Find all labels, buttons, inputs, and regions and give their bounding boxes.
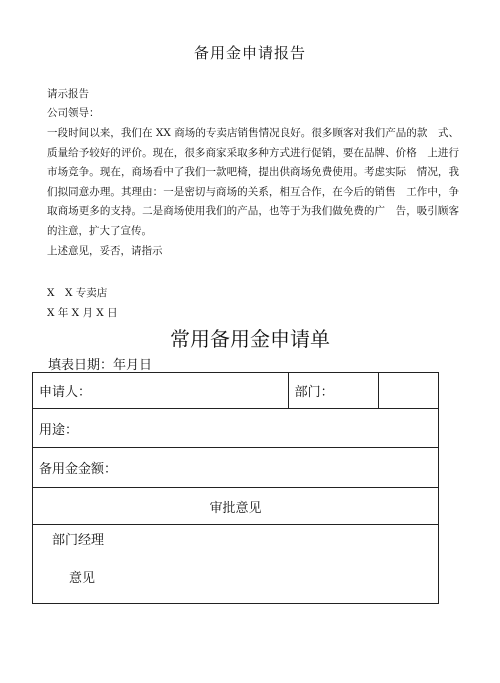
form-row-applicant — [33, 373, 439, 409]
form-row-purpose — [33, 409, 439, 448]
report-date: X 年 X 月 X 日 — [47, 307, 118, 319]
purpose-cell[interactable] — [33, 409, 439, 448]
application-form-table — [32, 372, 439, 604]
form-row-manager-opinion — [33, 525, 439, 604]
amount-cell[interactable] — [33, 448, 439, 488]
report-salutation: 公司领导： — [47, 107, 100, 119]
report-title: 备用金申请报告 — [193, 44, 306, 62]
department-label-cell — [288, 373, 379, 409]
department-label: 部门： — [294, 385, 334, 400]
report-signature: X X 专卖店 — [47, 287, 108, 299]
form-row-approval-header — [33, 488, 439, 525]
applicant-cell[interactable] — [33, 373, 289, 409]
report-closing: 上述意见，妥否，请指示 — [47, 245, 163, 257]
applicant-label: 申请人： — [39, 385, 92, 400]
form-row-amount — [33, 448, 439, 488]
opinion-label: 意见 — [69, 571, 96, 586]
department-value-cell[interactable] — [379, 373, 439, 409]
report-subheading: 请示报告 — [47, 88, 89, 100]
purpose-label: 用途： — [39, 422, 79, 438]
amount-label: 备用金金额： — [39, 462, 118, 477]
manager-opinion-cell[interactable] — [33, 525, 439, 604]
form-title: 常用备用金申请单 — [170, 327, 330, 351]
approval-header-cell — [33, 488, 439, 525]
manager-label: 部门经理 — [52, 533, 105, 548]
form-fill-date: 填表日期：年月日 — [48, 358, 153, 373]
report-body-paragraph: 一段时间以来，我们在 XX 商场的专卖店销售情况良好。很多顾客对我们产品的款 式、质量给予较好的评价。现在，很多商家采取多种方式进行促销，要在品牌、价格 上进行市场竞争。现在，商场看中了我们一款吧椅，提出供商场免费使用。考虑实际 情况，我们拟同意办理。其理由：一是密切与商场的关系，相互合作，在今后的销售 工作中，争取商场更多的支持。二是商场使用我们的产品，也等于为我们做免费的广 告，吸引顾客的注意，扩大了宣传。 — [47, 127, 459, 237]
approval-header: 审批意见 — [209, 500, 262, 516]
